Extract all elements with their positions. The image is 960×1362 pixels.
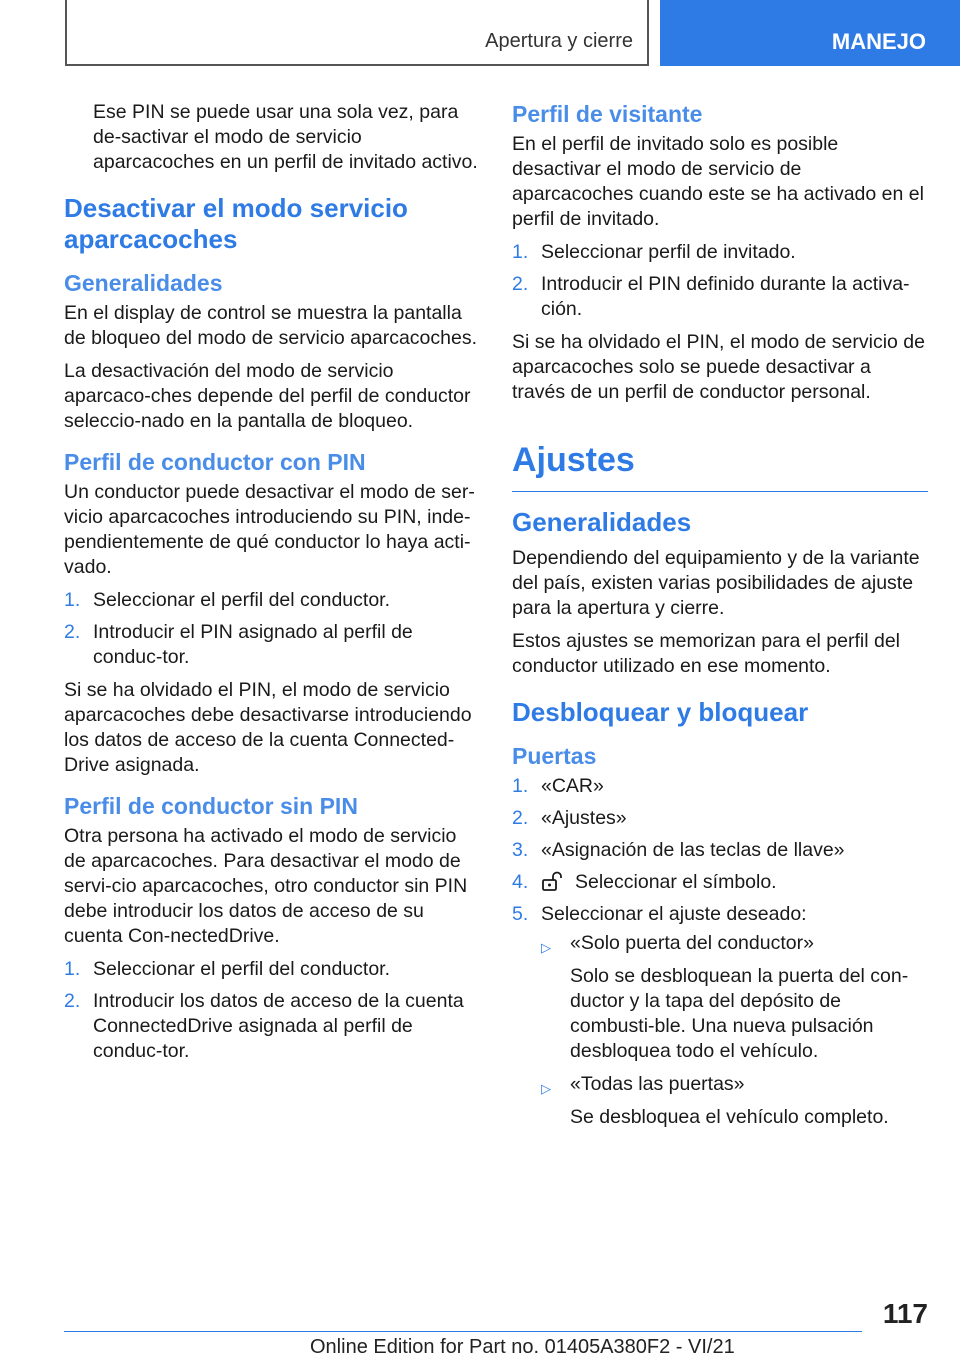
settings-general-paragraph-2: Estos ajustes se memorizan para el perfil del conductor utilizado en ese momento.: [512, 630, 901, 677]
step-number: 1.: [64, 958, 81, 980]
list-item: [64, 620, 478, 670]
step-text: Introducir el PIN asignado al perfil de conduc-tor.: [93, 621, 413, 668]
section-header-box: [65, 0, 649, 66]
without-pin-paragraph: Otra persona ha activado el modo de servicio de aparcacoches. Para desactivar el modo de servi-cio aparcacoches, otro conductor sin PIN debe introducir los datos de acceso de su cuenta Con-nectedDrive.: [64, 825, 468, 947]
intro-paragraph: Ese PIN se puede usar una sola vez, para de-sactivar el modo de servicio aparcacoches en un perfil de invitado activo.: [93, 101, 478, 173]
heading-unlock-lock: Desbloquear y bloquear: [512, 697, 809, 727]
door-steps: [512, 774, 928, 1138]
right-column: [512, 100, 928, 1146]
step-content: [541, 902, 928, 1138]
list-item: [64, 588, 478, 613]
heading-general: Generalidades: [64, 270, 223, 296]
step-text: «CAR»: [541, 775, 604, 797]
triangle-bullet-icon: ▷: [541, 1081, 551, 1096]
settings-general-paragraph-1: Dependiendo del equipamiento y de la variante del país, existen varias posibilidades de ajuste para la apertura y cierre.: [512, 547, 920, 619]
list-item: [64, 989, 478, 1064]
with-pin-after-paragraph: Si se ha olvidado el PIN, el modo de servicio aparcacoches debe desactivarse introduciendo los datos de acceso de la cuenta Connected-Drive asignada.: [64, 679, 472, 776]
step-text: Introducir el PIN definido durante la activa-ción.: [541, 273, 910, 320]
step-text: Seleccionar el perfil del conductor.: [93, 589, 391, 611]
list-item: [512, 870, 928, 895]
step-number: 2.: [64, 990, 81, 1012]
option-description: Solo se desbloquean la puerta del con-ductor y la tapa del depósito de combusti-ble. Una nueva pulsación desbloquea todo el vehículo.: [570, 965, 909, 1062]
step-number: 2.: [512, 273, 529, 295]
left-column: [64, 100, 478, 1072]
list-item: [512, 240, 928, 265]
heading-settings: Ajustes: [512, 413, 928, 492]
guest-steps: [512, 240, 928, 322]
option-content: [570, 931, 928, 1064]
door-options: [541, 931, 928, 1130]
without-pin-steps: [64, 957, 478, 1064]
list-item: [512, 774, 928, 799]
list-item: [512, 806, 928, 831]
general-paragraph-2: La desactivación del modo de servicio aparcaco-ches depende del perfil de conductor seleccio-nado en la pantalla de bloqueo.: [64, 360, 471, 432]
heading-settings-general: Generalidades: [512, 507, 692, 537]
option-item: [541, 1072, 928, 1130]
footer-rule: [64, 1331, 862, 1332]
chapter-tab: [660, 0, 960, 66]
option-label: «Solo puerta del conductor»: [570, 932, 814, 954]
heading-profile-without-pin: Perfil de conductor sin PIN: [64, 793, 358, 819]
general-paragraph-1: En el display de control se muestra la pantalla de bloqueo del modo de servicio aparcacoches.: [64, 302, 478, 349]
step-number: 1.: [512, 775, 529, 797]
option-label: «Todas las puertas»: [570, 1073, 745, 1095]
list-item: [64, 957, 478, 982]
step-text: «Ajustes»: [541, 807, 627, 829]
option-item: [541, 931, 928, 1064]
step-number: 4.: [512, 871, 529, 893]
section-title: Apertura y cierre: [485, 30, 633, 52]
heading-doors: Puertas: [512, 743, 597, 769]
step-text: Introducir los datos de acceso de la cuenta ConnectedDrive asignada al perfil de conduc-tor.: [93, 990, 464, 1062]
step-text-with-icon: [541, 870, 928, 895]
heading-guest-profile: Perfil de visitante: [512, 101, 703, 127]
step-text: Seleccionar el ajuste deseado:: [541, 903, 807, 925]
edition-footer: Online Edition for Part no. 01405A380F2 - VI/21: [310, 1336, 735, 1358]
chapter-tab-label: MANEJO: [831, 29, 926, 54]
heading-profile-with-pin: Perfil de conductor con PIN: [64, 449, 366, 475]
step-number: 5.: [512, 903, 529, 925]
list-item: [512, 902, 928, 1138]
guest-paragraph: En el perfil de invitado solo es posible desactivar el modo de servicio de aparcacoches cuando este se ha activado en el perfil de invitado.: [512, 133, 924, 230]
step-number: 1.: [512, 241, 529, 263]
step-text: Seleccionar el perfil del conductor.: [93, 958, 391, 980]
with-pin-paragraph: Un conductor puede desactivar el modo de ser-vicio aparcacoches introduciendo su PIN, inde-pendientemente de qué conductor lo haya acti-vado.: [64, 481, 475, 578]
option-content: [570, 1072, 928, 1130]
unlock-key-icon: [541, 871, 567, 891]
step-text: «Asignación de las teclas de llave»: [541, 839, 845, 861]
triangle-bullet-icon: ▷: [541, 940, 551, 955]
with-pin-steps: [64, 588, 478, 670]
step-number: 1.: [64, 589, 81, 611]
list-item: [512, 838, 928, 863]
guest-after-paragraph: Si se ha olvidado el PIN, el modo de servicio de aparcacoches solo se puede desactivar a través de un perfil de conductor personal.: [512, 331, 925, 403]
step-number: 2.: [64, 621, 81, 643]
step-number: 3.: [512, 839, 529, 861]
option-description: Se desbloquea el vehículo completo.: [570, 1106, 889, 1128]
step-text: Seleccionar perfil de invitado.: [541, 241, 796, 263]
heading-deactivate-valet: Desactivar el modo servicio aparcacoches: [64, 193, 408, 254]
list-item: [512, 272, 928, 322]
step-number: 2.: [512, 807, 529, 829]
page-number: 117: [882, 1298, 928, 1329]
step-text: Seleccionar el símbolo.: [575, 871, 777, 893]
